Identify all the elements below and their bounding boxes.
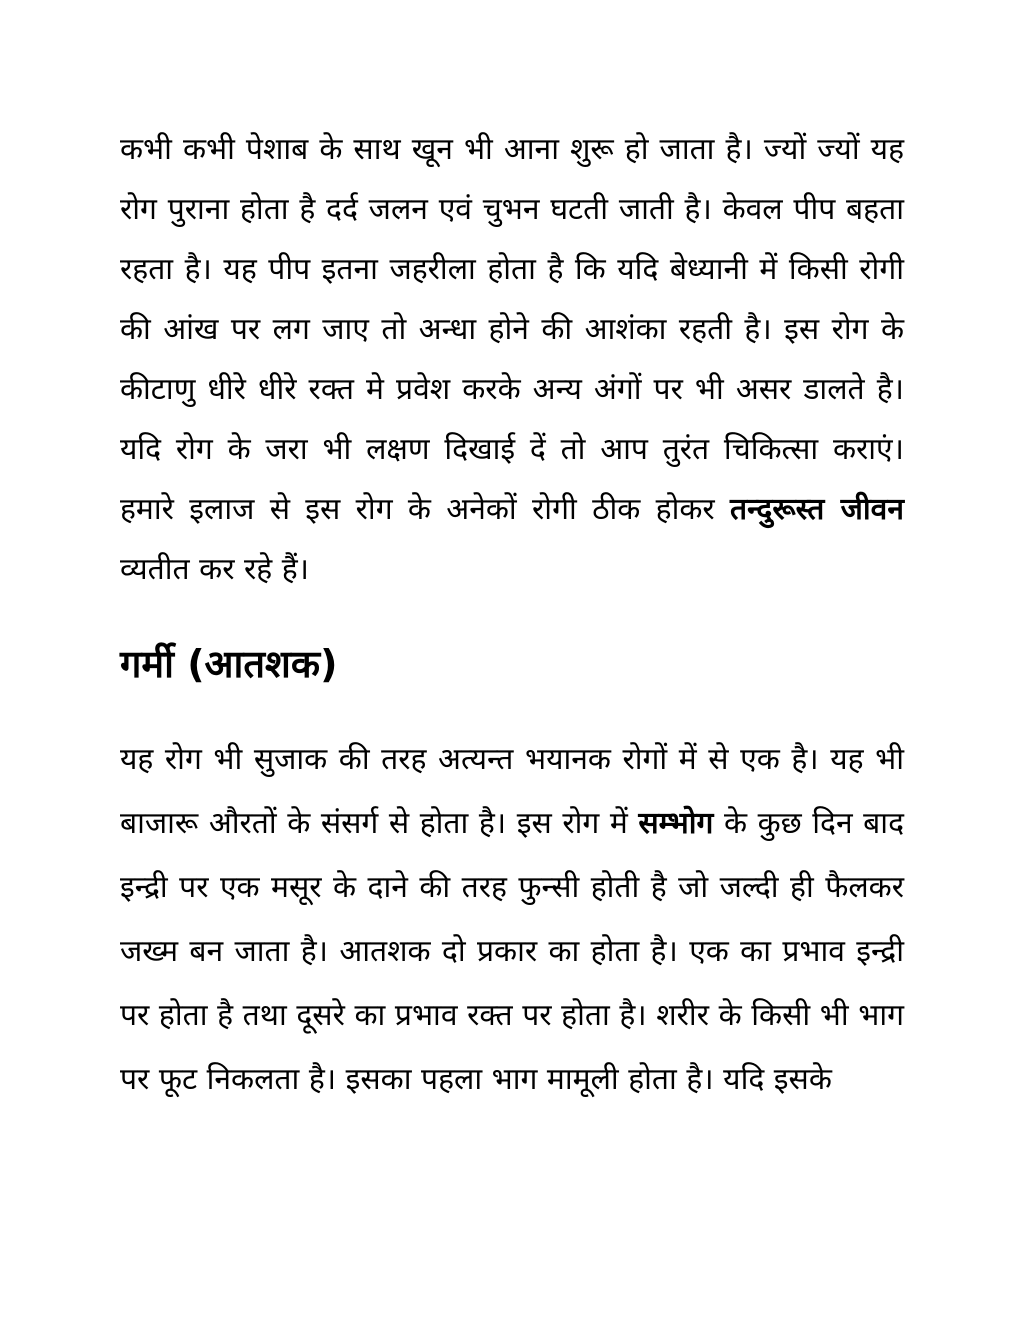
paragraph-2-bold-word: सम्भोग	[638, 806, 714, 841]
paragraph-1	[120, 120, 904, 600]
paragraph-2-text-a: यह रोग भी सुजाक की तरह अत्यन्त भयानक रोगों में से एक है। यह भी बाजारू औरतों के संसर्ग से होता है। इस रोग में	[120, 742, 904, 841]
document-page	[120, 120, 904, 1112]
paragraph-1-bold-phrase: तन्दुरूस्त जीवन	[730, 492, 905, 527]
paragraph-2	[120, 728, 904, 1112]
paragraph-2-text-b: के कुछ दिन बाद इन्द्री पर एक मसूर के दाने की तरह फुन्सी होती है जो जल्दी ही फैलकर जख्म बन जाता है। आतशक दो प्रकार का होता है। एक का प्रभाव इन्द्री पर होता है तथा दूसरे का प्रभाव रक्त पर होता है। शरीर के किसी भी भाग पर फूट निकलता है। इसका पहला भाग मामूली होता है। यदि इसके	[120, 806, 905, 1097]
paragraph-1-text-a: कभी कभी पेशाब के साथ खून भी आना शुरू हो जाता है। ज्यों ज्यों यह रोग पुराना होता है दर्द जलन एवं चुभन घटती जाती है। केवल पीप बहता रहता है। यह पीप इतना जहरीला होता है कि यदि बेध्यानी में किसी रोगी की आंख पर लग जाए तो अन्धा होने की आशंका रहती है। इस रोग के कीटाणु धीरे धीरे रक्त मे प्रवेश करके अन्य अंगों पर भी असर डालते है। यदि रोग के जरा भी लक्षण दिखाई दें तो आप तुरंत चिकित्सा कराएं। हमारे इलाज से इस रोग के अनेकों रोगी ठीक होकर	[120, 132, 904, 527]
paragraph-1-text-b: व्यतीत कर रहे हैं।	[120, 552, 310, 587]
section-heading: गर्मी (आतशक)	[120, 642, 338, 686]
